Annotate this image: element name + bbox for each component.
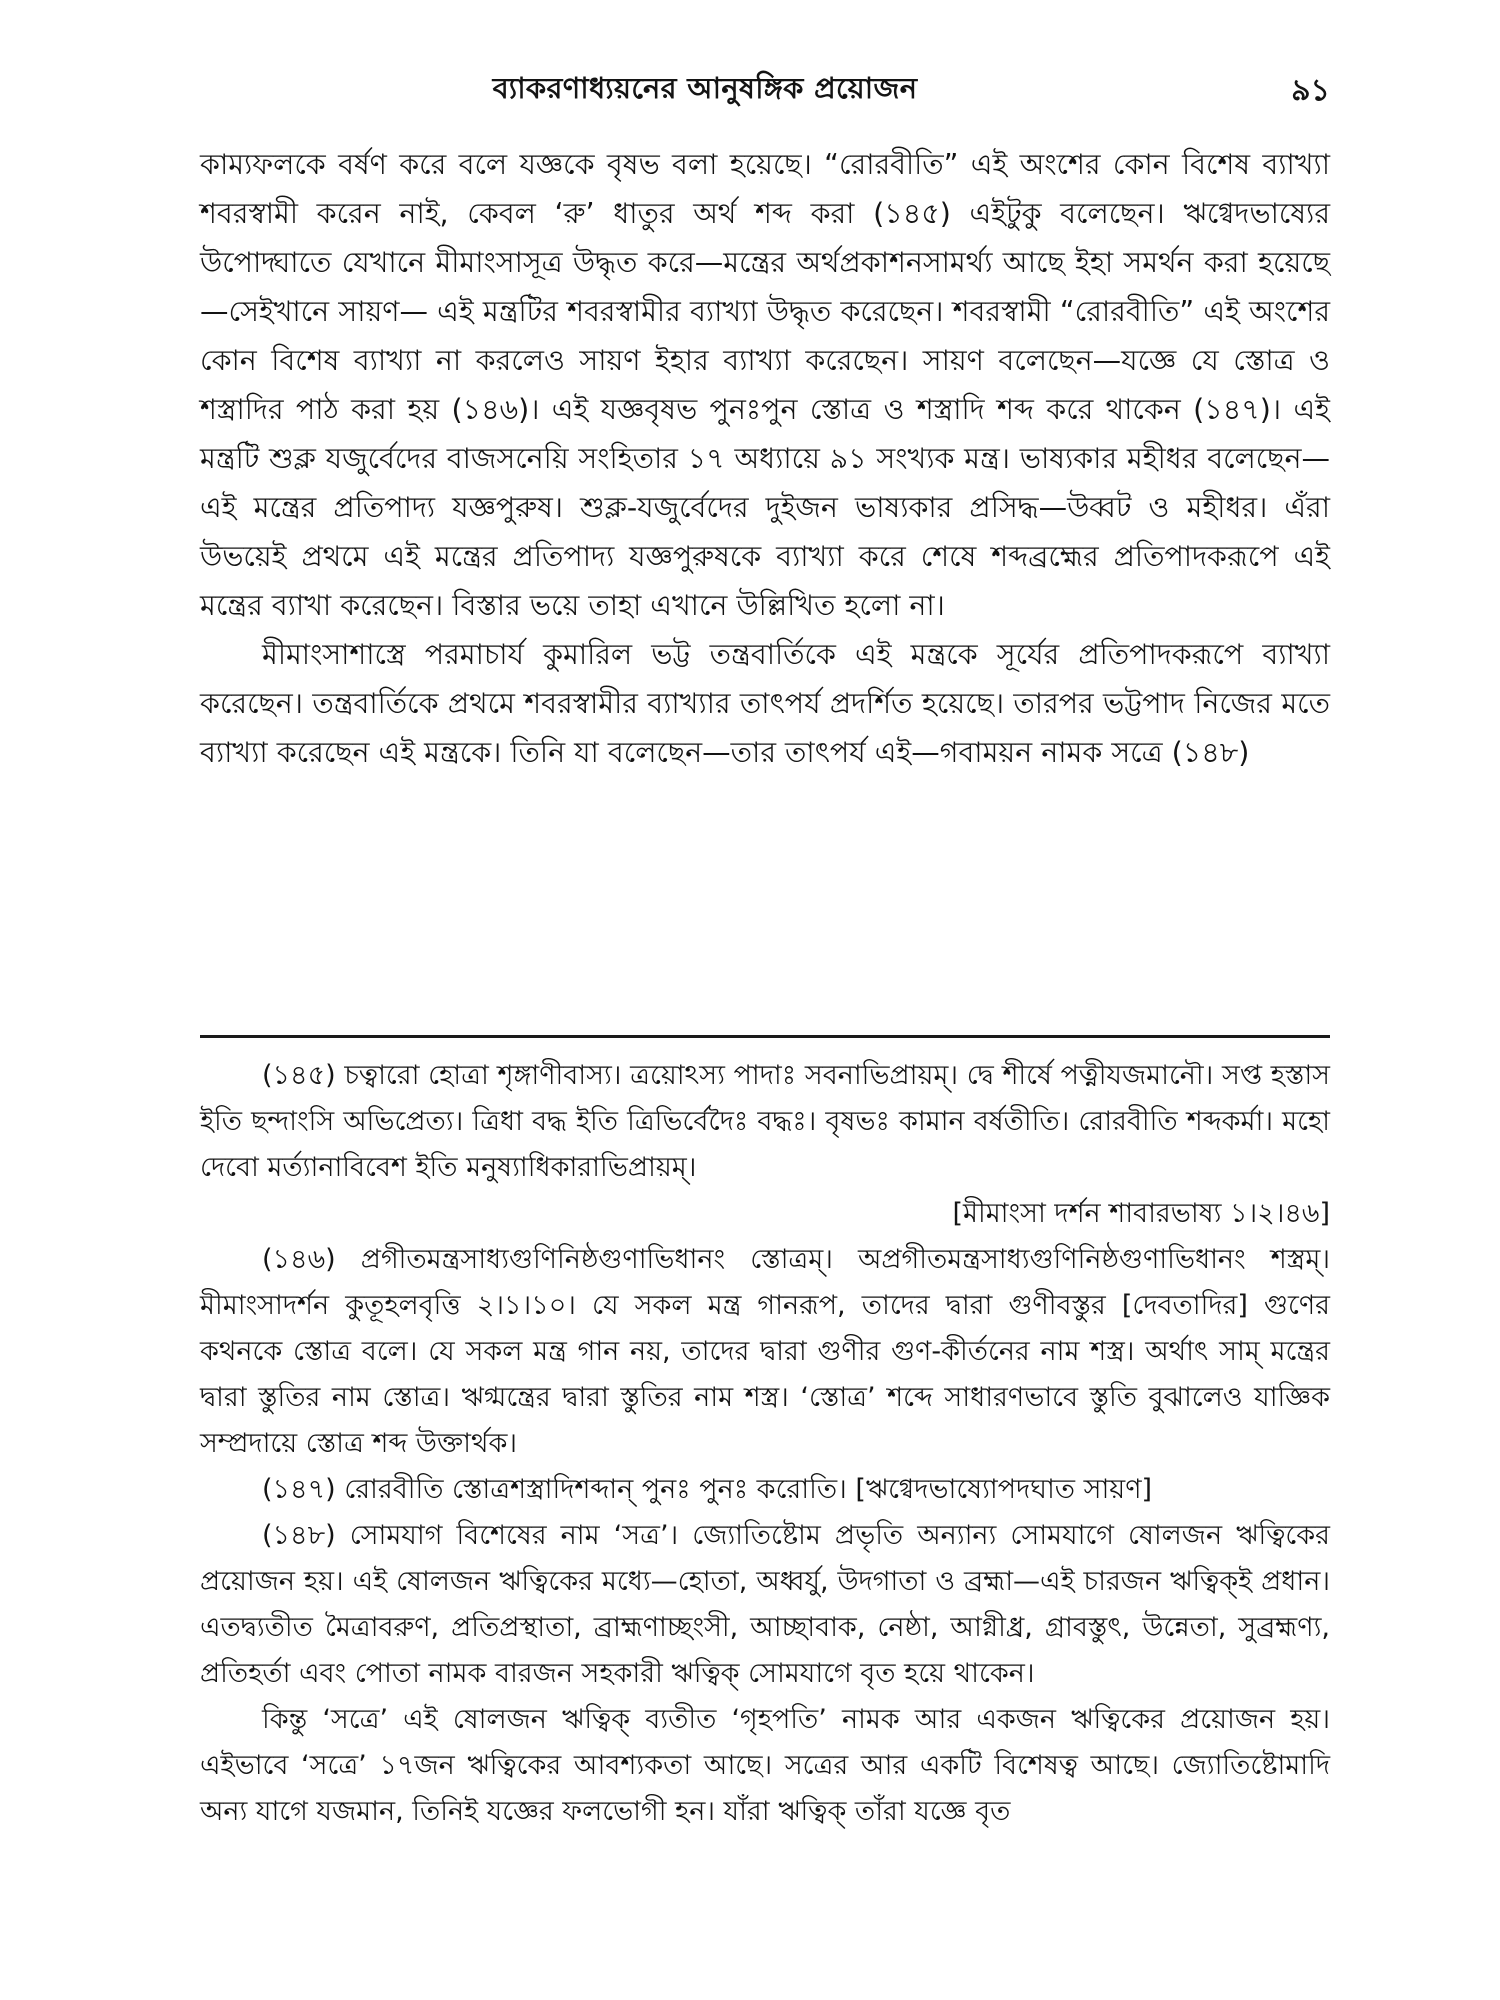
paragraph-1: কাম্যফলকে বর্ষণ করে বলে যজ্ঞকে বৃষভ বলা হয়েছে। “রোরবীতি” এই অংশের কোন বিশেষ ব্যাখ্যা শবরস্বামী করেন নাই, কেবল ‘রু’ ধাতুর অর্থ শব্দ করা (১৪৫) এইটুকু বলেছেন। ঋগ্বেদভাষ্যের উপোদ্ঘাতে যেখানে মীমাংসাসূত্র উদ্ধৃত করে—মন্ত্রের অর্থপ্রকাশনসামর্থ্য আছে ইহা সমর্থন করা হয়েছে—সেইখানে সায়ণ— এই মন্ত্রটির শবরস্বামীর ব্যাখ্যা উদ্ধৃত করেছেন। শবরস্বামী “রোরবীতি” এই অংশের কোন বিশেষ ব্যাখ্যা না করলেও সায়ণ ইহার ব্যাখ্যা করেছেন। সায়ণ বলেছেন—যজ্ঞে যে স্তোত্র ও শস্ত্রাদির পাঠ করা হয় (১৪৬)। এই যজ্ঞবৃষভ পুনঃপুন স্তোত্র ও শস্ত্রাদি শব্দ করে থাকেন (১৪৭)। এই মন্ত্রটি শুক্ল যজুর্বেদের বাজসনেয়ি সংহিতার ১৭ অধ্যায়ে ৯১ সংখ্যক মন্ত্র। ভাষ্যকার মহীধর বলেছেন—এই মন্ত্রের প্রতিপাদ্য যজ্ঞপুরুষ। শুক্ল-যজুর্বেদের দুইজন ভাষ্যকার প্রসিদ্ধ—উব্বট ও মহীধর। এঁরা উভয়েই প্রথমে এই মন্ত্রের প্রতিপাদ্য যজ্ঞপুরুষকে ব্যাখ্যা করে শেষে শব্দব্রহ্মের প্রতিপাদকরূপে এই মন্ত্রের ব্যাখা করেছেন। বিস্তার ভয়ে তাহা এখানে উল্লিখিত হলো না। [200,148,1330,622]
footnote-147: (১৪৭) রোরবীতি স্তোত্রশস্ত্রাদিশব্দান্ পুনঃ পুনঃ করোতি। [ঋগ্বেদভাষ্যোপদঘাত সায়ণ] [262,1474,1153,1505]
footnote-148: (১৪৮) সোমযাগ বিশেষের নাম ‘সত্র’। জ্যোতিষ্টোম প্রভৃতি অন্যান্য সোমযাগে ষোলজন ঋত্বিকের প্রয়োজন হয়। এই ষোলজন ঋত্বিকের মধ্যে—হোতা, অধ্বর্যু, উদগাতা ও ব্রহ্মা—এই চারজন ঋত্বিক্ই প্রধান। এতদ্ব্যতীত মৈত্রাবরুণ, প্রতিপ্রস্থাতা, ব্রাহ্মণাচ্ছংসী, আচ্ছাবাক, নেষ্ঠা, আগ্নীধ্র, গ্রাবস্তুৎ, উন্নেতা, সুব্রহ্মণ্য, প্রতিহর্তা এবং পোতা নামক বারজন সহকারী ঋত্বিক্ সোমযাগে বৃত হয়ে থাকেন। [200,1520,1330,1689]
footnote-145-text: (১৪৫) চত্বারো হোত্রা শৃঙ্গাণীবাস্য। ত্রয়োঽস্য পাদাঃ সবনাভিপ্রায়ম্। দ্বে শীর্ষে পত্নীযজমানৌ। সপ্ত হস্তাস ইতি ছন্দাংসি অভিপ্রেত্য। ত্রিধা বদ্ধ ইতি ত্রিভির্বেদৈঃ বদ্ধঃ। বৃষভঃ কামান বর্ষতীতি। রোরবীতি শব্দকর্মা। মহো দেবো মর্ত্যানাবিবেশ ইতি মনুষ্যাধিকারাভিপ্রায়ম্। [200,1060,1330,1183]
main-text [200,140,1330,777]
footnote-148-continued: কিন্তু ‘সত্রে’ এই ষোলজন ঋত্বিক্ ব্যতীত ‘গৃহপতি’ নামক আর একজন ঋত্বিকের প্রয়োজন হয়। এইভাবে ‘সত্রে’ ১৭জন ঋত্বিকের আবশ্যকতা আছে। সত্রের আর একটি বিশেষত্ব আছে। জ্যোতিষ্টোমাদি অন্য যাগে যজমান, তিনিই যজ্ঞের ফলভোগী হন। যাঁরা ঋত্বিক্ তাঁরা যজ্ঞে বৃত [200,1704,1330,1827]
page-header [200,66,1330,116]
footnote-divider [200,1035,1330,1038]
running-title: ব্যাকরণাধ্যয়নের আনুষঙ্গিক প্রয়োজন [492,71,918,105]
footnote-145 [200,1053,1330,1237]
page-number: ৯১ [1291,73,1330,108]
footnote-145-citation: [মীমাংসা দর্শন শাবারভাষ্য ১।২।৪৬] [952,1198,1330,1229]
paragraph-2: মীমাংসাশাস্ত্রে পরমাচার্য কুমারিল ভট্ট তন্ত্রবার্তিকে এই মন্ত্রকে সূর্যের প্রতিপাদকরূপে ব্যাখ্যা করেছেন। তন্ত্রবার্তিকে প্রথমে শবরস্বামীর ব্যাখ্যার তাৎপর্য প্রদর্শিত হয়েছে। তারপর ভট্টপাদ নিজের মতে ব্যাখ্যা করেছেন এই মন্ত্রকে। তিনি যা বলেছেন—তার তাৎপর্য এই—গবাময়ন নামক সত্রে (১৪৮) [200,638,1330,769]
footnote-146: (১৪৬) প্রগীতমন্ত্রসাধ্যগুণিনিষ্ঠগুণাভিধানং স্তোত্রম্। অপ্রগীতমন্ত্রসাধ্যগুণিনিষ্ঠগুণাভিধানং শস্ত্রম্। মীমাংসাদর্শন কুতূহলবৃত্তি ২।১।১০। যে সকল মন্ত্র গানরূপ, তাদের দ্বারা গুণীবস্তুর [দেবতাদির] গুণের কথনকে স্তোত্র বলে। যে সকল মন্ত্র গান নয়, তাদের দ্বারা গুণীর গুণ-কীর্তনের নাম শস্ত্র। অর্থাৎ সাম্ মন্ত্রের দ্বারা স্তুতির নাম স্তোত্র। ঋগ্মন্ত্রের দ্বারা স্তুতির নাম শস্ত্র। ‘স্তোত্র’ শব্দে সাধারণভাবে স্তুতি বুঝালেও যাজ্ঞিক সম্প্রদায়ে স্তোত্র শব্দ উক্তার্থক। [200,1244,1330,1459]
footnotes-section [200,1053,1330,1835]
